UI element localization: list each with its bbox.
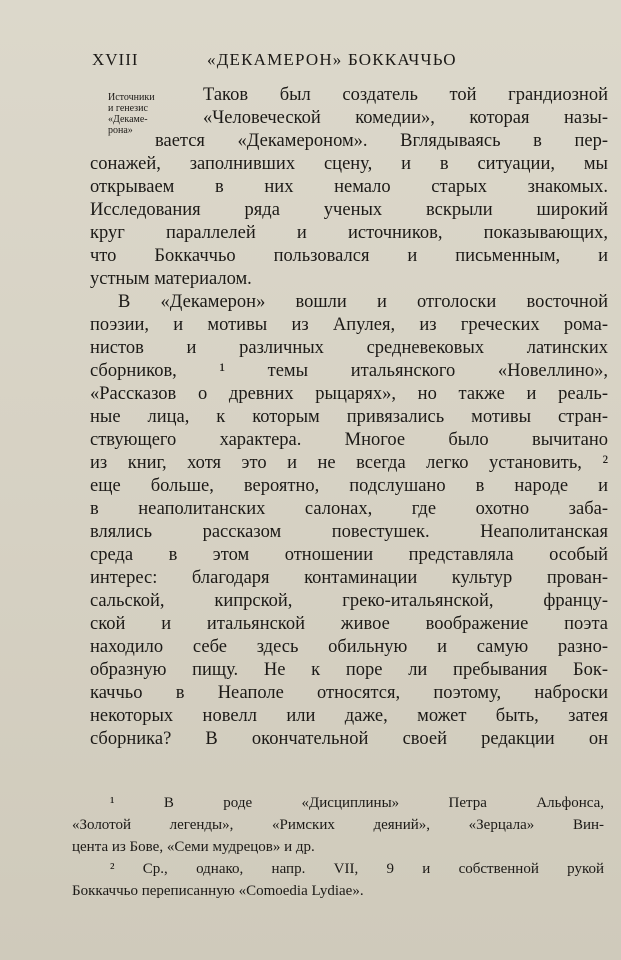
text-line: «Человеческой комедии», которая назы-	[203, 108, 608, 128]
text-line: Исследования ряда ученых вскрыли широкий	[90, 200, 608, 220]
text-line: некоторых новелл или даже, может быть, затея	[90, 706, 608, 726]
text-line: находило себе здесь обильную и самую разно-	[90, 637, 608, 657]
text-line: ствующего характера. Многое было вычитано	[90, 430, 608, 450]
footnotes	[72, 792, 604, 902]
text-line: интерес: благодаря контаминации культур прован-	[90, 568, 608, 588]
text-line: сальской, кипрской, греко-итальянской, францу-	[90, 591, 608, 611]
text-line: устным материалом.	[90, 269, 252, 289]
text-line: ской и итальянской живое воображение поэта	[90, 614, 608, 634]
text-line: что Боккаччьо пользовался и письменным, и	[90, 246, 608, 266]
footnote-line: цента из Бове, «Семи мудрецов» и др.	[72, 839, 315, 855]
text-line: «Рассказов о древних рыцарях», но также и реаль-	[90, 384, 608, 404]
text-line: Таков был создатель той грандиозной	[203, 85, 608, 105]
text-line: В «Декамерон» вошли и отголоски восточной	[118, 292, 608, 312]
text-line: влялись рассказом повестушек. Неаполитанская	[90, 522, 608, 542]
footnote-line: Боккаччьо переписанную «Comoedia Lydiae».	[72, 883, 364, 899]
page-header	[92, 50, 592, 74]
margin-note-line: и генезис	[108, 103, 148, 114]
text-line: поэзии, и мотивы из Апулея, из греческих рома-	[90, 315, 608, 335]
text-line: круг параллелей и источников, показывающих,	[90, 223, 608, 243]
margin-note-line: рона»	[108, 125, 133, 136]
text-line: сонажей, заполнивших сцену, и в ситуации, мы	[90, 154, 608, 174]
text-line: в неаполитанских салонах, где охотно заба-	[90, 499, 608, 519]
text-line: еще больше, вероятно, подслушано в народе и	[90, 476, 608, 496]
footnote-line: «Золотой легенды», «Римских деяний», «Зерцала» Вин-	[72, 817, 604, 833]
main-text	[90, 84, 608, 751]
text-line: ные лица, к которым привязались мотивы стран-	[90, 407, 608, 427]
margin-note-line: «Декаме-	[108, 114, 148, 125]
text-line: среда в этом отношении представляла особый	[90, 545, 608, 565]
page-number: XVIII	[92, 50, 139, 69]
footnote-line: ¹ В роде «Дисциплины» Петра Альфонса,	[110, 795, 604, 811]
text-line: нистов и различных средневековых латинских	[90, 338, 608, 358]
margin-note-line: Источники	[108, 92, 155, 103]
text-line: сборников, ¹ темы итальянского «Новеллино»,	[90, 361, 608, 381]
footnote-line: ² Ср., однако, напр. VII, 9 и собственной рукой	[110, 861, 604, 877]
text-line: образную пищу. Не к поре ли пребывания Бок-	[90, 660, 608, 680]
text-line: из книг, хотя это и не всегда легко установить, ²	[90, 453, 608, 473]
text-line: открываем в них немало старых знакомых.	[90, 177, 608, 197]
text-line: вается «Декамероном». Вглядываясь в пер-	[155, 131, 608, 151]
text-line: каччьо в Неаполе относятся, поэтому, наброски	[90, 683, 608, 703]
text-line: сборника? В окончательной своей редакции он	[90, 729, 608, 749]
running-title: «ДЕКАМЕРОН» БОККАЧЧЬО	[207, 50, 457, 69]
